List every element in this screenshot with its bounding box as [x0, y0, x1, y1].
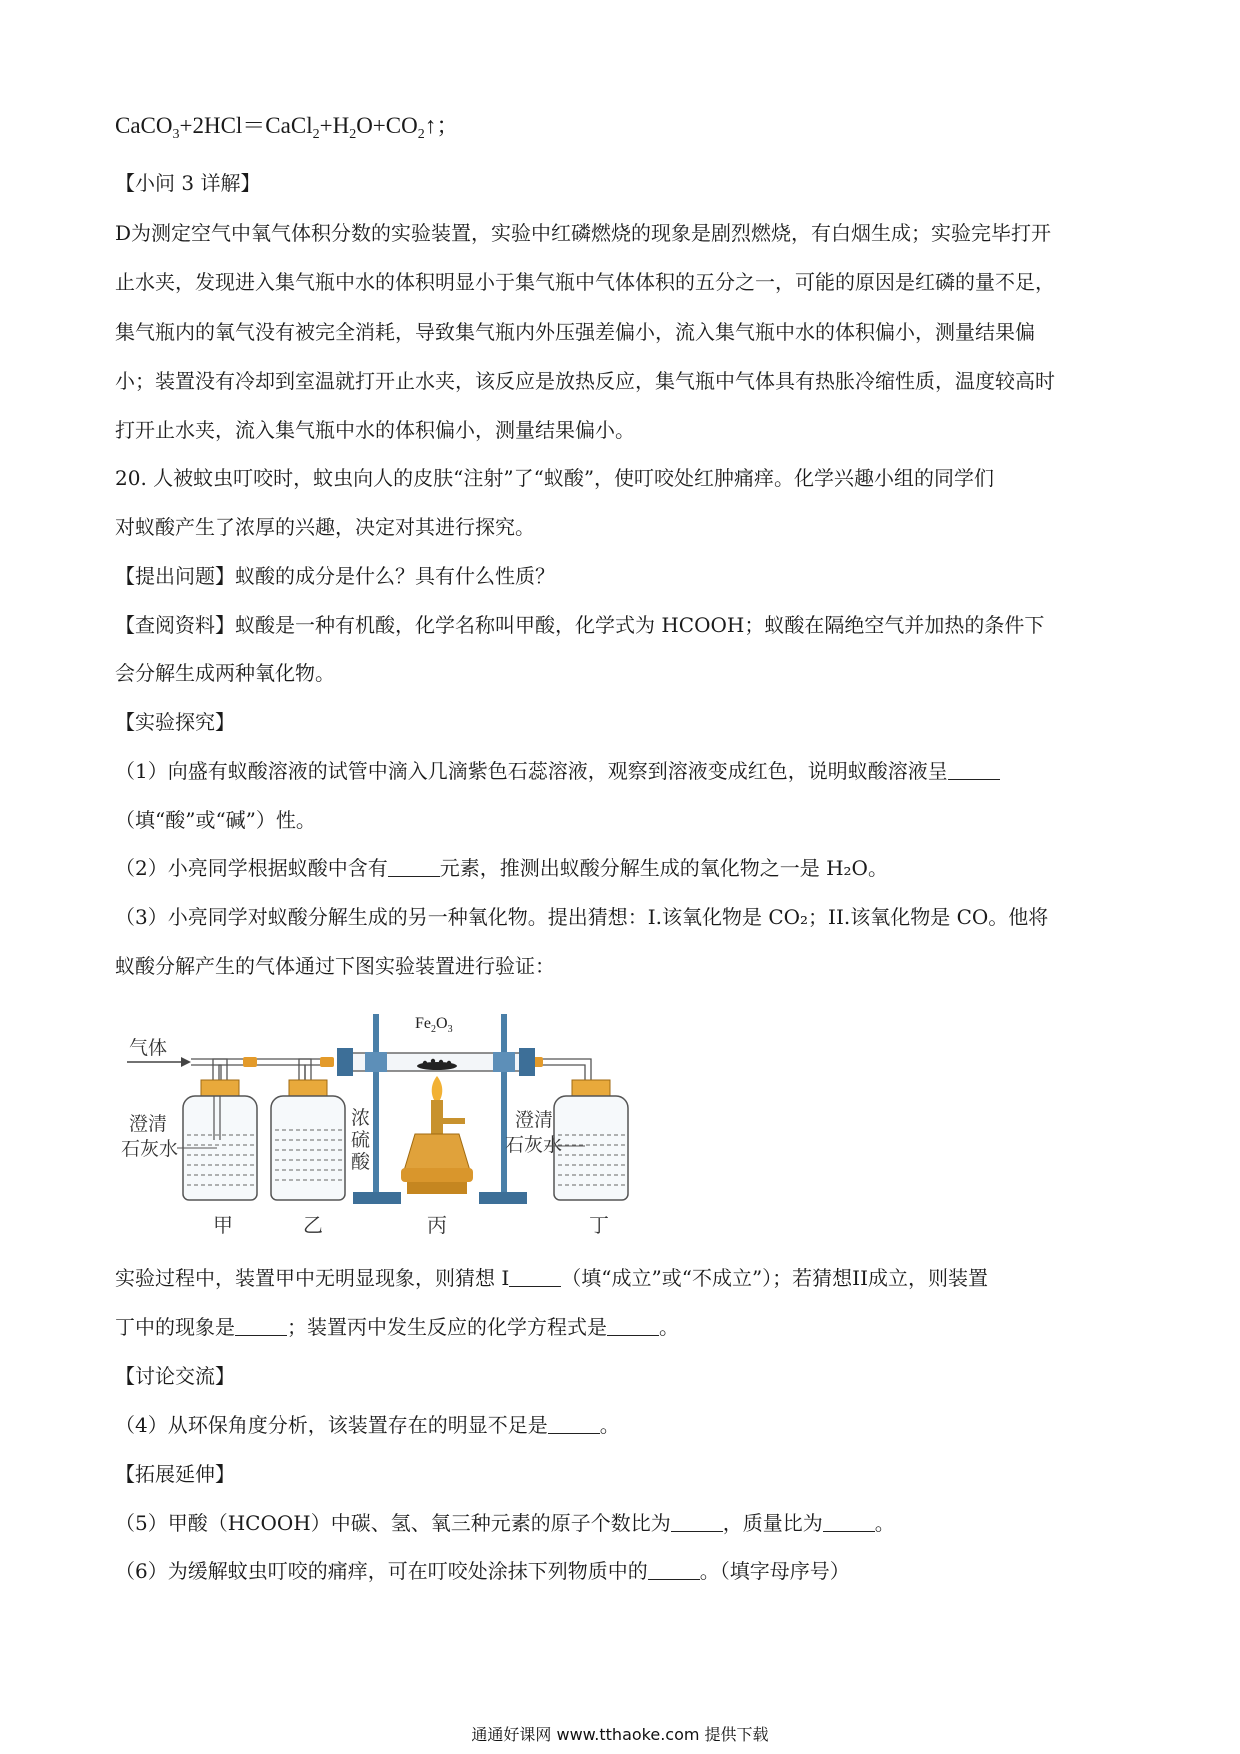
- answer-blank[interactable]: [548, 1413, 600, 1434]
- question-6-text: 。（填字母序号）: [699, 1559, 850, 1583]
- limewater-right-2: 石灰水: [505, 1135, 563, 1156]
- bottle-jia: [183, 1080, 257, 1200]
- section3-line-1: D为测定空气中氧气体积分数的实验装置，实验中红磷燃烧的现象是剧烈燃烧，有白烟生成；实验完毕打开: [115, 221, 1052, 245]
- label-yi: 乙: [303, 1215, 323, 1237]
- label-bing: 丙: [427, 1215, 447, 1237]
- stand-right: [479, 1014, 527, 1204]
- question-5: [115, 1509, 895, 1537]
- question-20-line-1: 20. 人被蚊虫叮咬时，蚊虫向人的皮肤“注射”了“蚁酸”，使叮咬处红肿痛痒。化学兴趣小组的同学们: [115, 466, 995, 490]
- question-4-text: 。: [599, 1413, 620, 1437]
- process-text: 实验过程中，装置甲中无明显现象，则猜想 I: [115, 1266, 510, 1290]
- answer-blank[interactable]: [388, 856, 440, 877]
- acid-label-3: 酸: [351, 1152, 371, 1173]
- question-4: [115, 1411, 620, 1439]
- arrow-head-icon: [181, 1057, 191, 1067]
- question-1-text: （1）向盛有蚁酸溶液的试管中滴入几滴紫色石蕊溶液，观察到溶液变成红色，说明蚁酸溶液呈: [115, 759, 948, 783]
- eq-part: +2HCl＝CaCl: [179, 113, 313, 138]
- process-line-1: [115, 1264, 988, 1292]
- label-jia: 甲: [213, 1215, 233, 1237]
- answer-blank[interactable]: [948, 759, 1000, 780]
- alcohol-burner: [401, 1076, 473, 1194]
- bottle-ding: [554, 1080, 628, 1200]
- reaction-tube: [337, 1048, 535, 1076]
- answer-blank[interactable]: [648, 1559, 700, 1580]
- eq-subscript: 2: [417, 127, 425, 142]
- question-1-line-2: （填“酸”或“碱”）性。: [115, 808, 316, 832]
- section3-line-2: 止水夹，发现进入集气瓶中水的体积明显小于集气瓶中气体体积的五分之一，可能的原因是红磷的量不足，: [115, 270, 1055, 294]
- question-5-text: 。: [874, 1511, 895, 1535]
- eq-part: CaCO: [115, 113, 173, 138]
- acid-label-1: 浓: [351, 1108, 371, 1129]
- process-text: （填“成立”或“不成立”）；若猜想II成立，则装置: [561, 1266, 988, 1290]
- apparatus-diagram: [115, 1000, 705, 1240]
- answer-blank[interactable]: [607, 1315, 659, 1336]
- question-1-line-1: [115, 757, 1000, 785]
- experiment-heading: 【实验探究】: [115, 710, 235, 734]
- answer-blank[interactable]: [671, 1511, 723, 1532]
- discussion-heading: 【讨论交流】: [115, 1364, 235, 1388]
- reference-line-2: 会分解生成两种氧化物。: [115, 661, 335, 685]
- extension-heading: 【拓展延伸】: [115, 1462, 235, 1486]
- eq-subscript: 2: [349, 127, 357, 142]
- eq-subscript: 2: [312, 127, 320, 142]
- question-20-line-2: 对蚁酸产生了浓厚的兴趣，决定对其进行探究。: [115, 515, 535, 539]
- fe2o3-label: $Fe_2O_3$: [415, 1015, 453, 1035]
- answer-blank[interactable]: [823, 1511, 875, 1532]
- label-ding: 丁: [589, 1215, 609, 1237]
- question-3-line-2: 蚁酸分解产生的气体通过下图实验装置进行验证：: [115, 954, 555, 978]
- answer-blank[interactable]: [509, 1266, 561, 1287]
- page-footer: 通通好课网 www.tthaoke.com 提供下载: [471, 1725, 769, 1744]
- section3-line-4: 小；装置没有冷却到室温就打开止水夹，该反应是放热反应，集气瓶中气体具有热胀冷缩性质，温度较高时: [115, 369, 1055, 393]
- question-4-text: （4）从环保角度分析，该装置存在的明显不足是: [115, 1413, 548, 1437]
- eq-part: O+CO: [356, 113, 418, 138]
- question-3-line-1: （3）小亮同学对蚁酸分解生成的另一种氧化物。提出猜想：I.该氧化物是 CO₂；II.该氧化物是 CO。他将: [115, 905, 1049, 929]
- question-6: [115, 1557, 850, 1585]
- process-text: 。: [659, 1315, 679, 1339]
- reference-line-1: 【查阅资料】蚁酸是一种有机酸，化学名称叫甲酸，化学式为 HCOOH；蚁酸在隔绝空气并加热的条件下: [115, 613, 1045, 637]
- eq-subscript: 3: [172, 127, 180, 142]
- gas-label: 气体: [129, 1038, 168, 1059]
- answer-blank[interactable]: [235, 1315, 287, 1336]
- limewater-right-1: 澄清: [515, 1110, 554, 1131]
- limewater-left-2: 石灰水: [121, 1139, 179, 1160]
- process-text: 丁中的现象是: [115, 1315, 235, 1339]
- limewater-left-1: 澄清: [129, 1114, 168, 1135]
- section3-line-5: 打开止水夹，流入集气瓶中水的体积偏小，测量结果偏小。: [115, 418, 635, 442]
- equation-line: [115, 112, 459, 149]
- process-line-2: [115, 1313, 679, 1341]
- section3-heading: 【小问 3 详解】: [115, 171, 261, 195]
- process-text: ；装置丙中发生反应的化学方程式是: [287, 1315, 607, 1339]
- eq-part: ↑；: [424, 113, 460, 138]
- question-5-text: （5）甲酸（HCOOH）中碳、氢、氧三种元素的原子个数比为: [115, 1511, 671, 1535]
- question-2-text: （2）小亮同学根据蚁酸中含有: [115, 856, 388, 880]
- acid-label-2: 硫: [351, 1130, 371, 1151]
- section3-line-3: 集气瓶内的氧气没有被完全消耗，导致集气瓶内外压强差偏小，流入集气瓶中水的体积偏小，测量结果偏: [115, 320, 1035, 344]
- question-2-text: 元素，推测出蚁酸分解生成的氧化物之一是 H₂O。: [439, 856, 888, 880]
- pose-question: 【提出问题】蚁酸的成分是什么？具有什么性质？: [115, 564, 555, 588]
- question-2: [115, 854, 888, 882]
- question-5-text: ，质量比为: [722, 1511, 823, 1535]
- eq-part: +H: [319, 113, 350, 138]
- bottle-yi: [271, 1080, 345, 1200]
- question-6-text: （6）为缓解蚊虫叮咬的痛痒，可在叮咬处涂抹下列物质中的: [115, 1559, 648, 1583]
